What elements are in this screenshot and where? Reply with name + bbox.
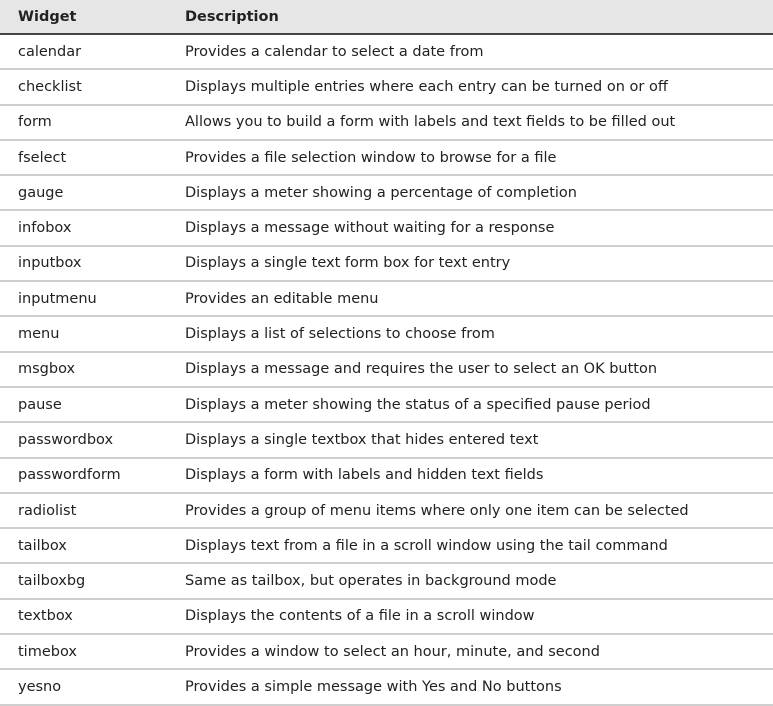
widget-name: msgbox (0, 352, 185, 387)
widget-name: tailboxbg (0, 563, 185, 598)
widget-description: Provides a simple message with Yes and No buttons (185, 669, 773, 704)
widget-name: form (0, 105, 185, 140)
table-row (0, 316, 773, 351)
table-row (0, 210, 773, 245)
widget-description: Displays the contents of a file in a scroll window (185, 599, 773, 634)
widget-description: Displays a meter showing the status of a specified pause period (185, 387, 773, 422)
table-row (0, 246, 773, 281)
widget-name: pause (0, 387, 185, 422)
widget-description: Displays a meter showing a percentage of completion (185, 175, 773, 210)
widget-description: Displays a message without waiting for a response (185, 210, 773, 245)
widget-description: Provides a group of menu items where only one item can be selected (185, 493, 773, 528)
widget-description: Displays a single text form box for text entry (185, 246, 773, 281)
widget-description: Provides a file selection window to browse for a file (185, 140, 773, 175)
table-row (0, 175, 773, 210)
widget-name: passwordform (0, 458, 185, 493)
table-row (0, 634, 773, 669)
widget-name: yesno (0, 669, 185, 704)
widget-description: Displays a message and requires the user to select an OK button (185, 352, 773, 387)
table-row (0, 528, 773, 563)
table-row (0, 493, 773, 528)
widget-name: infobox (0, 210, 185, 245)
widget-name: inputmenu (0, 281, 185, 316)
table-row (0, 281, 773, 316)
widget-name: gauge (0, 175, 185, 210)
widget-name: menu (0, 316, 185, 351)
widget-description: Same as tailbox, but operates in background mode (185, 563, 773, 598)
table-row (0, 34, 773, 69)
table-row (0, 352, 773, 387)
widget-name: timebox (0, 634, 185, 669)
widget-name: passwordbox (0, 422, 185, 457)
table-row (0, 69, 773, 104)
widget-name: calendar (0, 34, 185, 69)
table-row (0, 599, 773, 634)
table-row (0, 458, 773, 493)
header-row (0, 0, 773, 34)
widget-description: Provides a calendar to select a date from (185, 34, 773, 69)
widget-description: Provides an editable menu (185, 281, 773, 316)
widget-name: inputbox (0, 246, 185, 281)
table-row (0, 669, 773, 704)
widget-description: Displays a form with labels and hidden text fields (185, 458, 773, 493)
widget-description: Displays text from a file in a scroll window using the tail command (185, 528, 773, 563)
table-row (0, 140, 773, 175)
widget-description: Provides a window to select an hour, minute, and second (185, 634, 773, 669)
header-description: Description (185, 0, 773, 34)
table-row (0, 563, 773, 598)
widget-description: Displays a single textbox that hides entered text (185, 422, 773, 457)
widget-description: Allows you to build a form with labels and text fields to be filled out (185, 105, 773, 140)
widget-name: fselect (0, 140, 185, 175)
table-row (0, 422, 773, 457)
table-row (0, 105, 773, 140)
header-widget: Widget (0, 0, 185, 34)
widget-name: checklist (0, 69, 185, 104)
widget-description: Displays multiple entries where each entry can be turned on or off (185, 69, 773, 104)
widget-description: Displays a list of selections to choose from (185, 316, 773, 351)
widget-name: radiolist (0, 493, 185, 528)
widget-name: textbox (0, 599, 185, 634)
widget-name: tailbox (0, 528, 185, 563)
table-row (0, 387, 773, 422)
